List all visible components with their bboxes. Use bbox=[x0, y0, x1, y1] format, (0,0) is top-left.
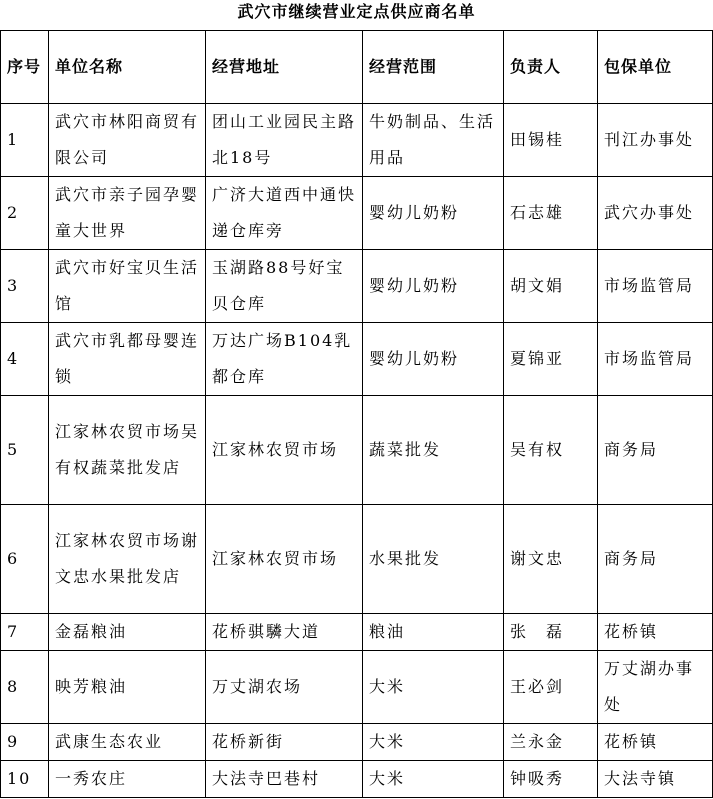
row-scope: 蔬菜批发 bbox=[363, 396, 504, 505]
row-name: 江家林农贸市场谢文忠水果批发店 bbox=[49, 505, 206, 614]
row-person: 田锡桂 bbox=[504, 104, 598, 177]
table-row bbox=[1, 396, 713, 505]
row-name: 金磊粮油 bbox=[49, 614, 206, 651]
row-person: 石志雄 bbox=[504, 177, 598, 250]
row-name: 武穴市亲子园孕婴童大世界 bbox=[49, 177, 206, 250]
header-scope: 经营范围 bbox=[363, 31, 504, 104]
row-address: 花桥新街 bbox=[206, 724, 363, 761]
row-scope: 大米 bbox=[363, 724, 504, 761]
row-person: 谢文忠 bbox=[504, 505, 598, 614]
row-address: 江家林农贸市场 bbox=[206, 396, 363, 505]
row-person: 兰永金 bbox=[504, 724, 598, 761]
header-guarantor: 包保单位 bbox=[598, 31, 713, 104]
row-index: 5 bbox=[1, 396, 49, 505]
header-index: 序号 bbox=[1, 31, 49, 104]
row-scope: 大米 bbox=[363, 761, 504, 798]
row-guarantor: 花桥镇 bbox=[598, 614, 713, 651]
row-index: 8 bbox=[1, 651, 49, 724]
row-person: 夏锦亚 bbox=[504, 323, 598, 396]
row-address: 万丈湖农场 bbox=[206, 651, 363, 724]
row-guarantor: 大法寺镇 bbox=[598, 761, 713, 798]
table-row bbox=[1, 250, 713, 323]
row-index: 7 bbox=[1, 614, 49, 651]
row-guarantor: 花桥镇 bbox=[598, 724, 713, 761]
row-index: 4 bbox=[1, 323, 49, 396]
row-address: 江家林农贸市场 bbox=[206, 505, 363, 614]
table-row bbox=[1, 614, 713, 651]
row-guarantor: 万丈湖办事处 bbox=[598, 651, 713, 724]
row-guarantor: 武穴办事处 bbox=[598, 177, 713, 250]
page-title: 武穴市继续营业定点供应商名单 bbox=[237, 2, 476, 21]
row-person: 胡文娟 bbox=[504, 250, 598, 323]
row-guarantor: 商务局 bbox=[598, 505, 713, 614]
row-name: 武穴市林阳商贸有限公司 bbox=[49, 104, 206, 177]
row-index: 1 bbox=[1, 104, 49, 177]
row-address: 大法寺巴巷村 bbox=[206, 761, 363, 798]
table-row bbox=[1, 104, 713, 177]
row-scope: 婴幼儿奶粉 bbox=[363, 177, 504, 250]
row-address: 团山工业园民主路北18号 bbox=[206, 104, 363, 177]
row-scope: 婴幼儿奶粉 bbox=[363, 250, 504, 323]
row-scope: 大米 bbox=[363, 651, 504, 724]
row-guarantor: 刊江办事处 bbox=[598, 104, 713, 177]
row-address: 万达广场B104乳都仓库 bbox=[206, 323, 363, 396]
row-address: 广济大道西中通快递仓库旁 bbox=[206, 177, 363, 250]
row-index: 2 bbox=[1, 177, 49, 250]
row-index: 3 bbox=[1, 250, 49, 323]
row-scope: 婴幼儿奶粉 bbox=[363, 323, 504, 396]
row-scope: 水果批发 bbox=[363, 505, 504, 614]
row-index: 10 bbox=[1, 761, 49, 798]
row-name: 江家林农贸市场吴有权蔬菜批发店 bbox=[49, 396, 206, 505]
header-address: 经营地址 bbox=[206, 31, 363, 104]
row-person: 钟吸秀 bbox=[504, 761, 598, 798]
header-row bbox=[1, 31, 713, 104]
table-row bbox=[1, 724, 713, 761]
table-row bbox=[1, 651, 713, 724]
table-row bbox=[1, 177, 713, 250]
row-name: 武康生态农业 bbox=[49, 724, 206, 761]
header-name: 单位名称 bbox=[49, 31, 206, 104]
row-guarantor: 商务局 bbox=[598, 396, 713, 505]
row-scope: 牛奶制品、生活用品 bbox=[363, 104, 504, 177]
table-row bbox=[1, 505, 713, 614]
row-scope: 粮油 bbox=[363, 614, 504, 651]
table-row bbox=[1, 761, 713, 798]
row-index: 9 bbox=[1, 724, 49, 761]
row-person: 张 磊 bbox=[504, 614, 598, 651]
header-person: 负责人 bbox=[504, 31, 598, 104]
supplier-table bbox=[0, 30, 713, 798]
row-name: 映芳粮油 bbox=[49, 651, 206, 724]
row-name: 武穴市乳都母婴连锁 bbox=[49, 323, 206, 396]
row-address: 玉湖路88号好宝贝仓库 bbox=[206, 250, 363, 323]
row-address: 花桥骐驎大道 bbox=[206, 614, 363, 651]
row-guarantor: 市场监管局 bbox=[598, 323, 713, 396]
row-person: 王必剑 bbox=[504, 651, 598, 724]
row-person: 吴有权 bbox=[504, 396, 598, 505]
row-name: 一秀农庄 bbox=[49, 761, 206, 798]
table-row bbox=[1, 323, 713, 396]
row-index: 6 bbox=[1, 505, 49, 614]
row-name: 武穴市好宝贝生活馆 bbox=[49, 250, 206, 323]
row-guarantor: 市场监管局 bbox=[598, 250, 713, 323]
